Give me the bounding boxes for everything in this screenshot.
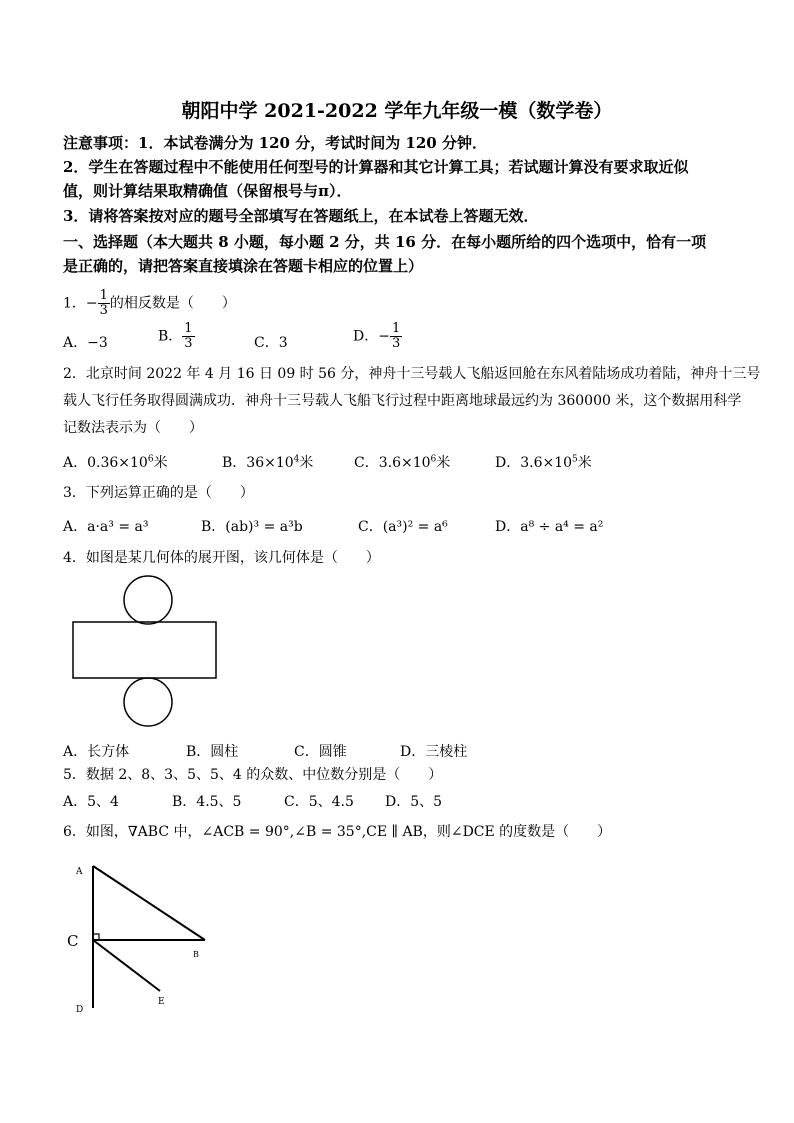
q5-option-d: D．5、5: [385, 794, 443, 810]
q4-bottom-circle: [124, 678, 172, 726]
q1-b-num: 1: [184, 321, 193, 336]
question-1: [63, 289, 236, 318]
q1-prefix: 1．−: [63, 295, 98, 312]
q1-d-den: 3: [391, 336, 401, 351]
notice-2a: 2．学生在答题过程中不能使用任何型号的计算器和其它计算工具；若试题计算没有要求取近似: [63, 158, 689, 176]
q1-fraction: [98, 289, 110, 318]
q2-a-base: A．0.36×10: [63, 455, 148, 471]
q1-d-fraction: [390, 322, 402, 351]
q5-option-a: A．5、4: [63, 794, 119, 810]
q1-option-b: [158, 322, 195, 351]
q1-suffix: 的相反数是（ ）: [109, 295, 236, 312]
q4-option-b: B．圆柱: [186, 744, 239, 760]
page-title: 朝阳中学 2021-2022 学年九年级一模（数学卷）: [181, 100, 613, 122]
q5-option-c: C．5、4.5: [284, 794, 354, 810]
q4-rectangle: [73, 622, 216, 678]
notice-2b: 值，则计算结果取精确值（保留根号与π）．: [63, 182, 352, 200]
q4-option-d: D．三棱柱: [400, 744, 468, 760]
q2-d-base: D．3.6×10: [495, 455, 573, 471]
q6-stem: 6．如图，∇ABC 中，∠ACB = 90°,∠B = 35°,CE ∥ AB，则∠DCE 的度数是（ ）: [63, 824, 612, 840]
q6-label-c: C: [67, 932, 79, 950]
q2-c-exp: 6: [430, 454, 437, 465]
q2-b-exp: 4: [293, 454, 300, 465]
q6-label-a: A: [76, 867, 83, 877]
section-heading-2: 是正确的，请把答案直接填涂在答题卡相应的位置上）: [63, 257, 424, 275]
q2-line-3: 记数法表示为（ ）: [63, 420, 203, 436]
q3-option-b: B．(ab)³ = a³b: [201, 519, 303, 535]
q6-line-ab: [93, 866, 205, 940]
q2-option-c: [354, 452, 450, 472]
q1-b-fraction: [182, 322, 194, 351]
q2-option-a: [63, 452, 168, 472]
q1-b-label: B．: [158, 328, 183, 345]
notice-1: 注意事项：1．本试卷满分为 120 分，考试时间为 120 分钟．: [63, 134, 487, 152]
q1-d-label: D．−: [353, 328, 390, 345]
q3-option-a: A．a·a³ = a³: [63, 519, 149, 535]
notice-3: 3．请将答案按对应的题号全部填写在答题纸上，在本试卷上答题无效．: [63, 207, 539, 225]
q2-line-1: 2．北京时间 2022 年 4 月 16 日 09 时 56 分，神舟十三号载人飞船返回舱在东风着陆场成功着陆，神舟十三号: [63, 366, 761, 382]
q1-b-den: 3: [184, 336, 193, 351]
q1-option-d: [353, 322, 402, 351]
q2-option-b: [222, 452, 313, 472]
q2-a-exp: 6: [147, 454, 154, 465]
q4-top-circle: [124, 576, 172, 624]
q4-option-c: C．圆锥: [294, 744, 347, 760]
q2-option-d: [495, 452, 592, 472]
q2-c-base: C．3.6×10: [354, 455, 431, 471]
q2-c-unit: 米: [436, 455, 451, 471]
q4-option-a: A．长方体: [63, 744, 130, 760]
q2-d-exp: 5: [572, 454, 578, 465]
q2-a-unit: 米: [153, 455, 168, 471]
q6-label-b: B: [193, 950, 199, 959]
q2-d-unit: 米: [577, 455, 592, 471]
section-heading-1: 一、选择题（本大题共 8 小题，每小题 2 分，共 16 分．在每小题所给的四个选项中，恰有一项: [63, 233, 707, 251]
q4-net-figure: [60, 574, 230, 734]
q4-stem: 4．如图是某几何体的展开图，该几何体是（ ）: [63, 550, 380, 566]
q2-b-base: B．36×10: [222, 455, 294, 471]
q1-frac-num: 1: [99, 288, 108, 303]
q2-b-unit: 米: [299, 455, 314, 471]
q5-stem: 5．数据 2、8、3、5、5、4 的众数、中位数分别是（ ）: [63, 767, 443, 783]
q6-label-e: E: [158, 997, 165, 1007]
q1-option-c: C．3: [254, 335, 288, 351]
q5-option-b: B．4.5、5: [172, 794, 242, 810]
q3-option-d: D．a⁸ ÷ a⁴ = a²: [495, 519, 604, 535]
q3-option-c: C．(a³)² = a⁶: [358, 519, 448, 535]
q6-line-ce: [93, 940, 160, 991]
q6-triangle-figure: [62, 858, 212, 1018]
q3-stem: 3．下列运算正确的是（ ）: [63, 485, 254, 501]
q2-line-2: 载人飞行任务取得圆满成功．神舟十三号载人飞船飞行过程中距离地球最远约为 360000 米，这个数据用科学: [63, 393, 742, 409]
q1-option-a: A．−3: [63, 335, 108, 351]
q1-d-num: 1: [391, 321, 401, 336]
q6-label-d: D: [76, 1005, 84, 1015]
q1-frac-den: 3: [99, 303, 108, 318]
